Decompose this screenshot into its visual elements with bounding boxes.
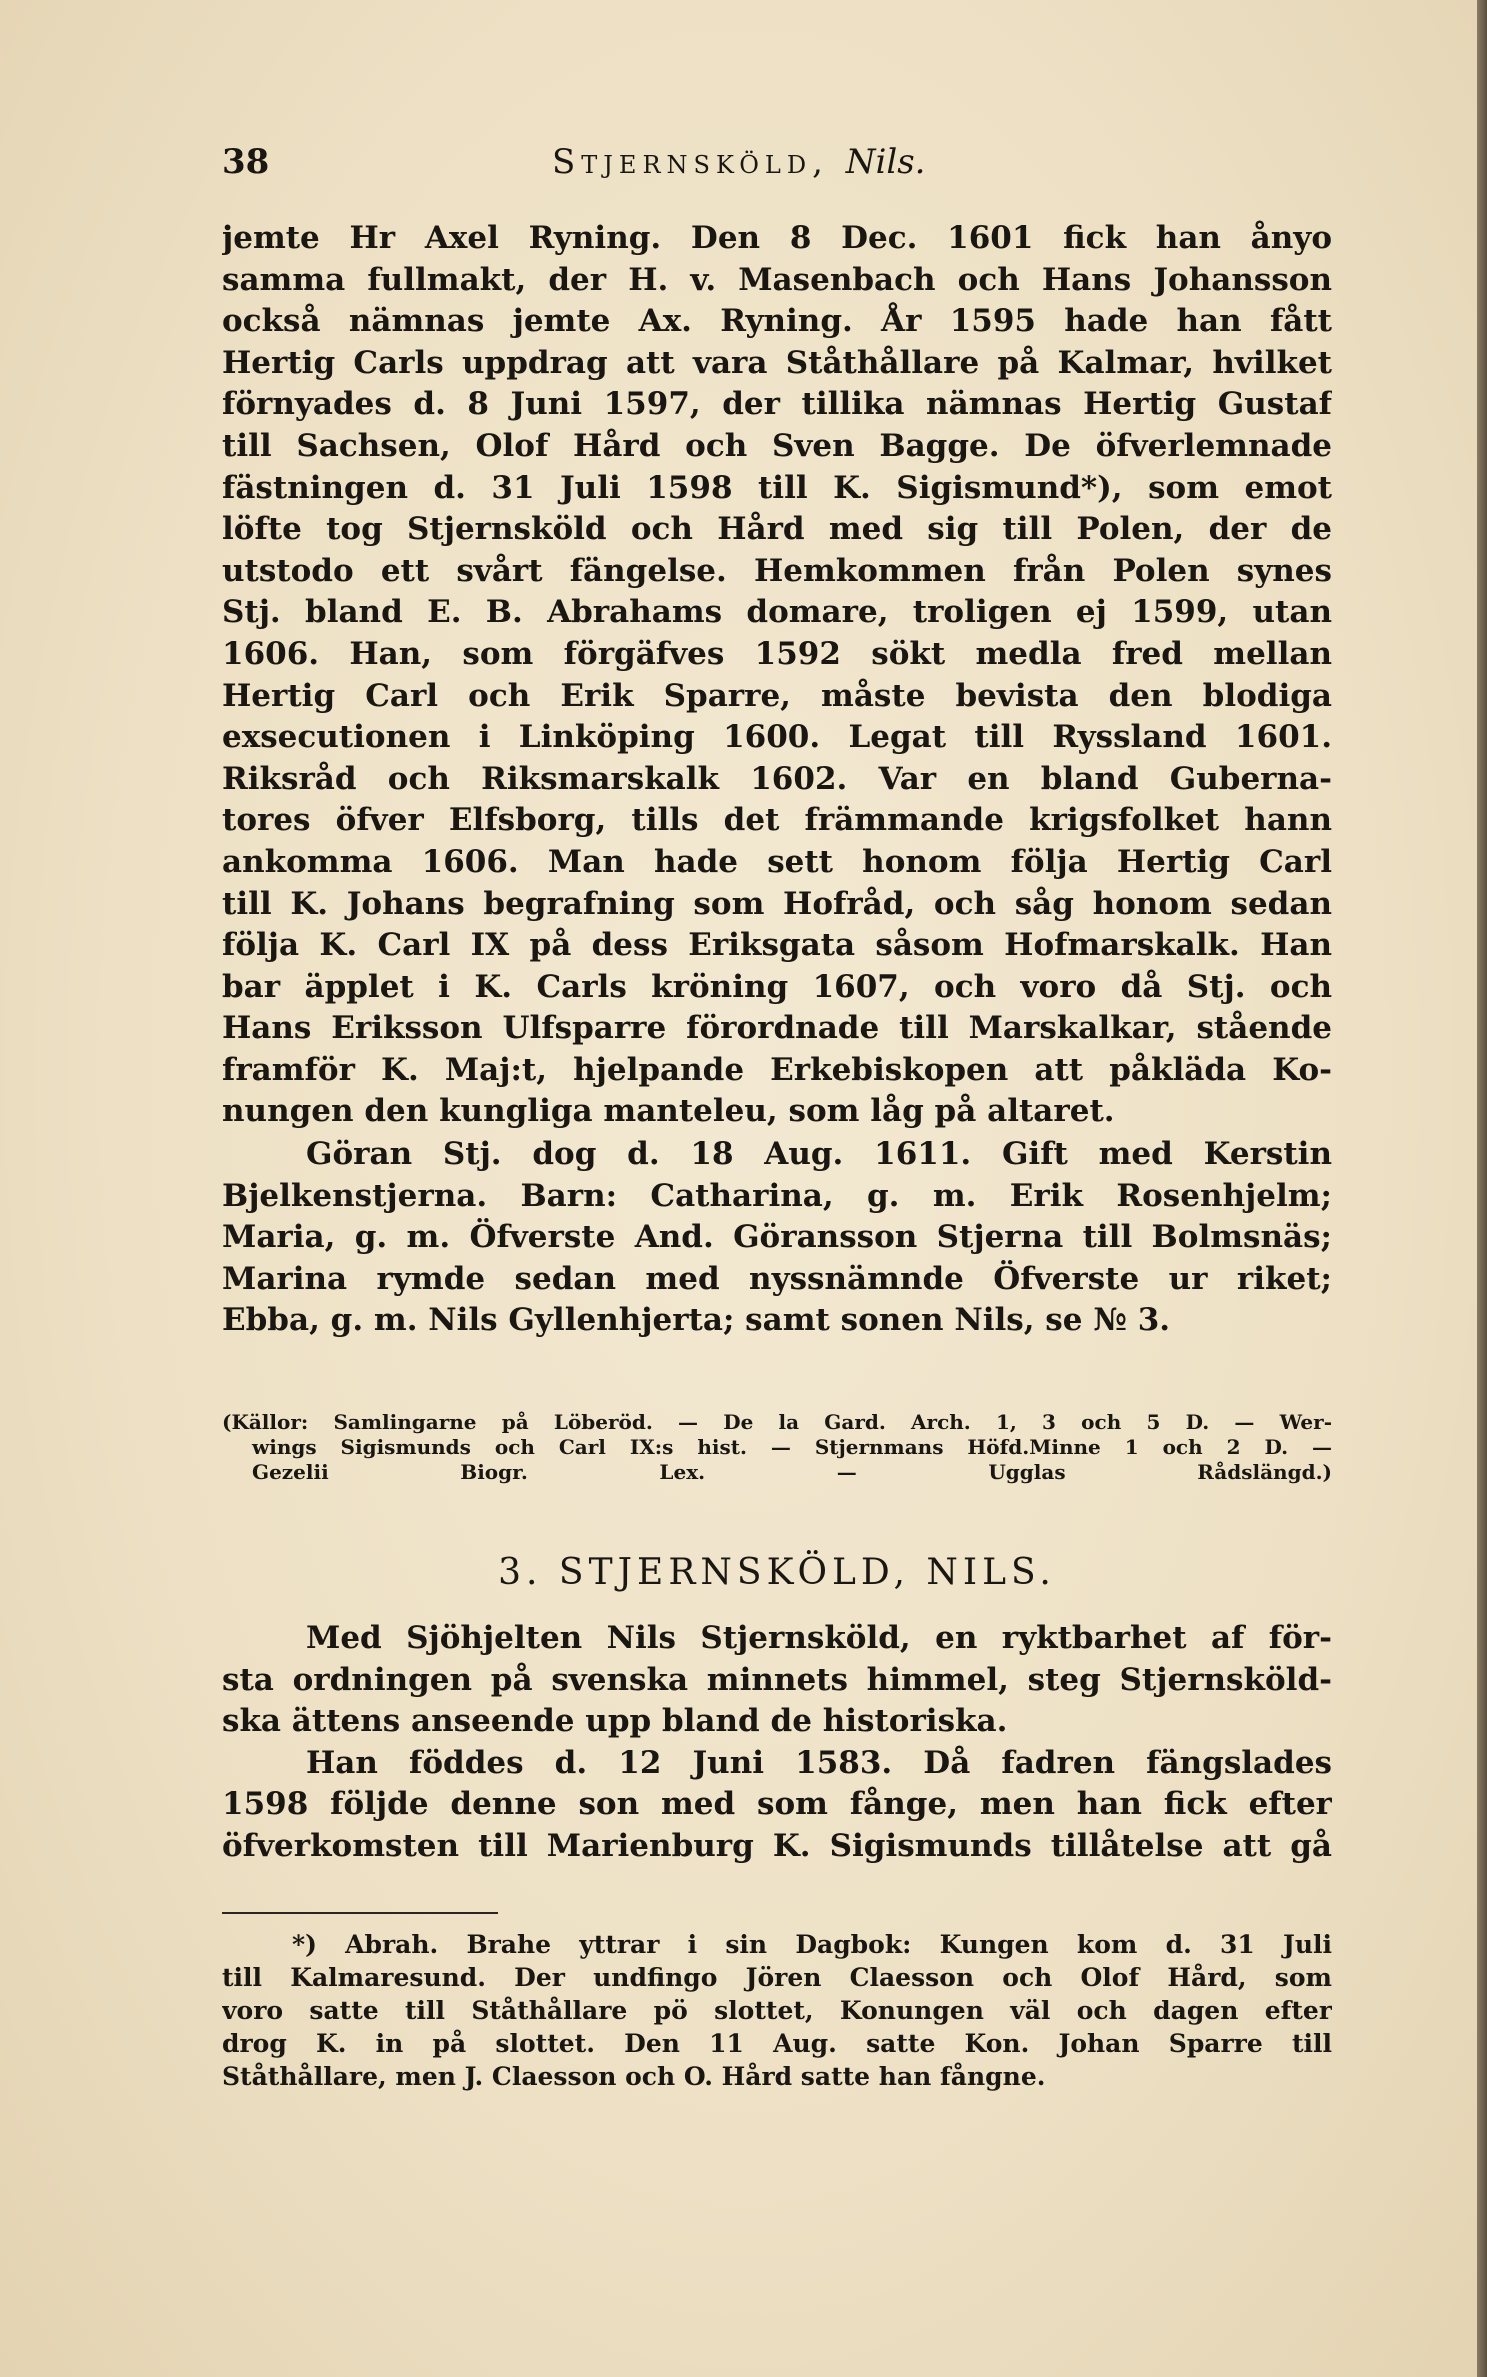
text-line: löfte tog Stjernsköld och Hård med sig till Polen, der de [222, 511, 1332, 548]
text-line: 1598 följde denne son med som fånge, men han fick efter [222, 1786, 1332, 1823]
text-line: framför K. Maj:t, hjelpande Erkebiskopen att påkläda Ko- [222, 1051, 1332, 1088]
text-line: nungen den kungliga manteleu, som låg på altaret. [222, 1093, 1115, 1130]
text-line: utstodo ett svårt fängelse. Hemkommen från Polen synes [222, 552, 1332, 589]
text-line: öfverkomsten till Marienburg K. Sigismunds tillåtelse att gå [222, 1827, 1332, 1864]
main-text-block-3 [222, 1618, 1332, 1868]
text-line: Stj. bland E. B. Abrahams domare, troligen ej 1599, utan [222, 594, 1332, 631]
text-line: fästningen d. 31 Juli 1598 till K. Sigismund*), som emot [222, 469, 1332, 506]
text-line: följa K. Carl IX på dess Eriksgata såsom Hofmarskalk. Han [222, 927, 1332, 964]
main-text-block-2 [222, 1134, 1332, 1342]
sources-line: Gezelii Biogr. Lex. — Ugglas Rådslängd.) [252, 1460, 1332, 1484]
text-line: Han föddes d. 12 Juni 1583. Då fadren fängslades [306, 1744, 1332, 1781]
text-line: Göran Stj. dog d. 18 Aug. 1611. Gift med Kerstin [306, 1136, 1332, 1172]
text-line: 1606. Han, som förgäfves 1592 sökt medla fred mellan [222, 635, 1332, 672]
text-line: Maria, g. m. Öfverste And. Göransson Stjerna till Bolmsnäs; [222, 1219, 1332, 1256]
sources-line: wings Sigismunds och Carl IX:s hist. — Stjernmans Höfd.Minne 1 och 2 D. — [252, 1435, 1332, 1459]
text-line: till K. Johans begrafning som Hofråd, och såg honom sedan [222, 885, 1332, 922]
text-line: Med Sjöhjelten Nils Stjernsköld, en ryktbarhet af för- [306, 1620, 1332, 1656]
sources-line: (Källor: Samlingarne på Löberöd. — De la Gard. Arch. 1, 3 och 5 D. — Wer- [222, 1410, 1332, 1434]
page-edge [1477, 0, 1487, 2377]
footnote [222, 1928, 1332, 2093]
text-line: Riksråd och Riksmarskalk 1602. Var en bland Guberna- [222, 760, 1332, 797]
footnote-line: *) Abrah. Brahe yttrar i sin Dagbok: Kungen kom d. 31 Juli [292, 1930, 1332, 1959]
main-text-block-1 [222, 218, 1332, 1133]
sources-note [222, 1410, 1332, 1485]
text-line: sta ordningen på svenska minnets himmel, steg Stjernsköld- [222, 1661, 1332, 1698]
text-line: till Sachsen, Olof Hård och Sven Bagge. De öfverlemnade [222, 427, 1332, 464]
footnote-line: till Kalmaresund. Der undfingo Jören Claesson och Olof Hård, som [222, 1963, 1332, 1992]
text-line: också nämnas jemte Ax. Ryning. År 1595 hade han fått [222, 303, 1332, 340]
running-head: Stjernsköld, Nils. [552, 142, 926, 182]
text-line: Marina rymde sedan med nyssnämnde Öfverste ur riket; [222, 1260, 1332, 1297]
text-line: Hertig Carl och Erik Sparre, måste bevista den blodiga [222, 677, 1332, 714]
section-heading: 3. STJERNSKÖLD, NILS. [498, 1552, 1056, 1593]
text-line: Hertig Carls uppdrag att vara Ståthållare på Kalmar, hvilket [222, 344, 1332, 381]
text-line: jemte Hr Axel Ryning. Den 8 Dec. 1601 fick han ånyo [222, 220, 1332, 256]
running-subject: Nils. [845, 142, 926, 182]
text-line: exsecutionen i Linköping 1600. Legat till Ryssland 1601. [222, 719, 1332, 756]
text-line: samma fullmakt, der H. v. Masenbach och Hans Johansson [222, 261, 1332, 298]
page-header [222, 142, 1332, 202]
text-line: ankomma 1606. Man hade sett honom följa Hertig Carl [222, 843, 1332, 880]
page-number: 38 [222, 142, 270, 182]
running-title: Stjernsköld [552, 142, 813, 182]
text-line: förnyades d. 8 Juni 1597, der tillika nämnas Hertig Gustaf [222, 386, 1332, 423]
text-line: Ebba, g. m. Nils Gyllenhjerta; samt sonen Nils, se № 3. [222, 1302, 1171, 1339]
text-line: tores öfver Elfsborg, tills det främmande krigsfolket hann [222, 802, 1332, 839]
footnote-line: drog K. in på slottet. Den 11 Aug. satte Kon. Johan Sparre till [222, 2029, 1332, 2058]
footnote-line: voro satte till Ståthållare pö slottet, Konungen väl och dagen efter [222, 1996, 1332, 2025]
text-line: bar äpplet i K. Carls kröning 1607, och voro då Stj. och [222, 968, 1332, 1005]
text-line: Hans Eriksson Ulfsparre förordnade till Marskalkar, stående [222, 1010, 1332, 1047]
text-line: Bjelkenstjerna. Barn: Catharina, g. m. Erik Rosenhjelm; [222, 1177, 1332, 1214]
text-line: ska ättens anseende upp bland de historiska. [222, 1703, 1008, 1740]
footnote-rule [222, 1912, 498, 1914]
footnote-line: Ståthållare, men J. Claesson och O. Hård satte han fångne. [222, 2062, 1046, 2091]
